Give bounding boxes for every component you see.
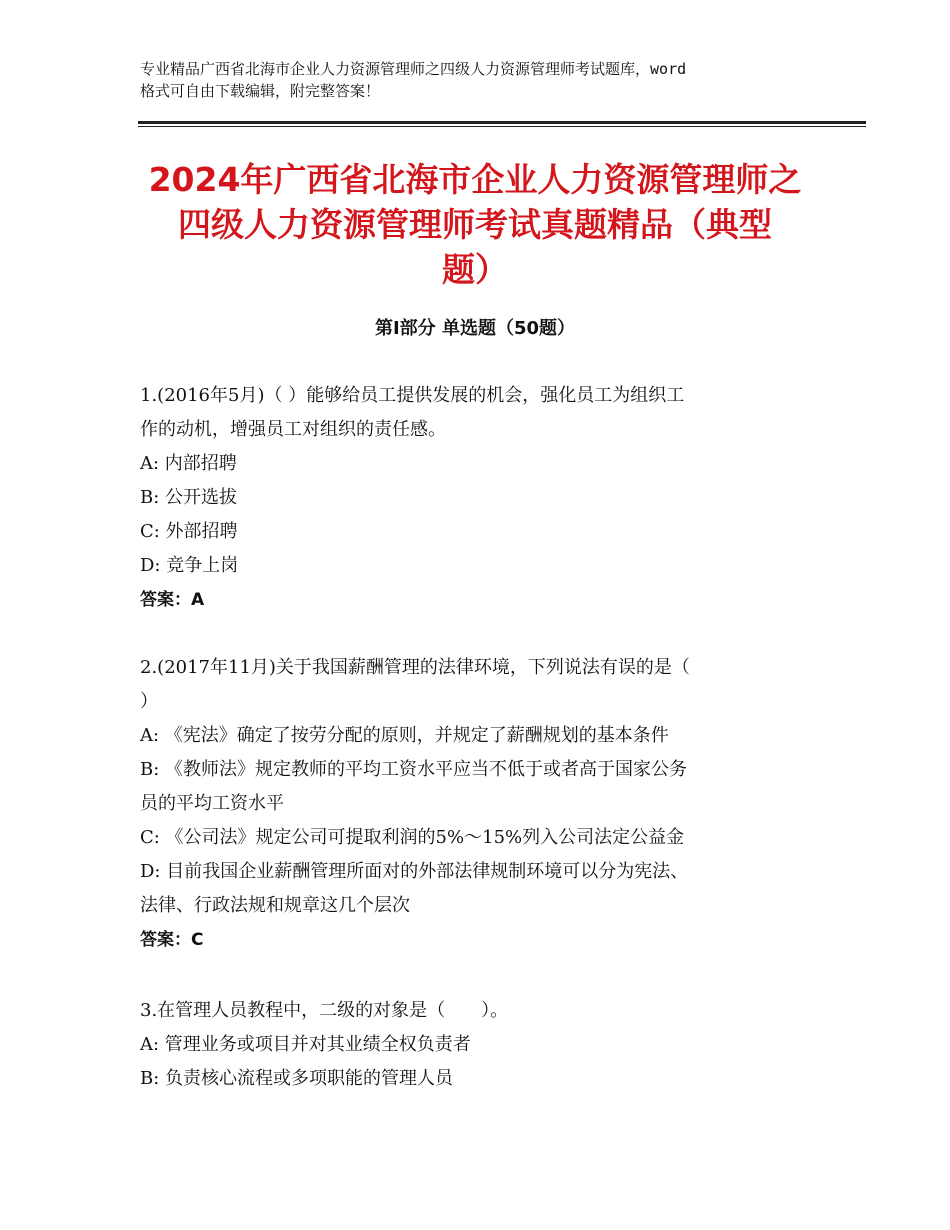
header-note-line: 格式可自由下载编辑，附完整答案！ xyxy=(140,82,381,100)
option-a: A: 《宪法》确定了按劳分配的原则，并规定了薪酬规划的基本条件 xyxy=(140,725,669,746)
question-stem-line: 3.在管理人员教程中，二级的对象是（ ）。 xyxy=(140,1000,509,1021)
answer-label: 答案：C xyxy=(140,930,204,950)
option-b: B: 负责核心流程或多项职能的管理人员 xyxy=(140,1068,454,1089)
title-line: 四级人力资源管理师考试真题精品（典型 xyxy=(178,205,772,244)
option-d: D: 竞争上岗 xyxy=(140,555,239,576)
option-b-continued: 员的平均工资水平 xyxy=(140,793,284,814)
question-3 xyxy=(140,994,820,1096)
option-a: A: 内部招聘 xyxy=(140,453,237,474)
header-divider-thick xyxy=(138,121,866,124)
document-title xyxy=(100,157,850,292)
question-1 xyxy=(140,379,820,617)
answer-label: 答案：A xyxy=(140,590,205,610)
option-c: C: 《公司法》规定公司可提取利润的5%～15%列入公司法定公益金 xyxy=(140,827,685,848)
option-a: A: 管理业务或项目并对其业绩全权负责者 xyxy=(140,1034,471,1055)
option-d-continued: 法律、行政法规和规章这几个层次 xyxy=(140,895,410,916)
header-divider-thin xyxy=(138,126,866,127)
question-stem-line: 2.(2017年11月)关于我国薪酬管理的法律环境，下列说法有误的是（ xyxy=(140,657,690,678)
title-line: 题） xyxy=(442,250,508,289)
question-stem-line: 作的动机，增强员工对组织的责任感。 xyxy=(140,419,446,440)
question-stem-line: 1.(2016年5月)（ ）能够给员工提供发展的机会，强化员工为组织工 xyxy=(140,385,685,406)
option-b: B: 公开选拔 xyxy=(140,487,238,508)
option-b: B: 《教师法》规定教师的平均工资水平应当不低于或者高于国家公务 xyxy=(140,759,688,780)
header-note-line: 专业精品广西省北海市企业人力资源管理师之四级人力资源管理师考试题库，word xyxy=(140,60,687,78)
question-stem-line: ） xyxy=(140,691,158,712)
section-heading: 第Ⅰ部分 单选题（50题） xyxy=(374,318,575,339)
option-c: C: 外部招聘 xyxy=(140,521,238,542)
header-note xyxy=(140,58,820,102)
option-d: D: 目前我国企业薪酬管理所面对的外部法律规制环境可以分为宪法、 xyxy=(140,861,689,882)
question-2 xyxy=(140,651,820,957)
title-line: 2024年广西省北海市企业人力资源管理师之 xyxy=(148,160,802,199)
